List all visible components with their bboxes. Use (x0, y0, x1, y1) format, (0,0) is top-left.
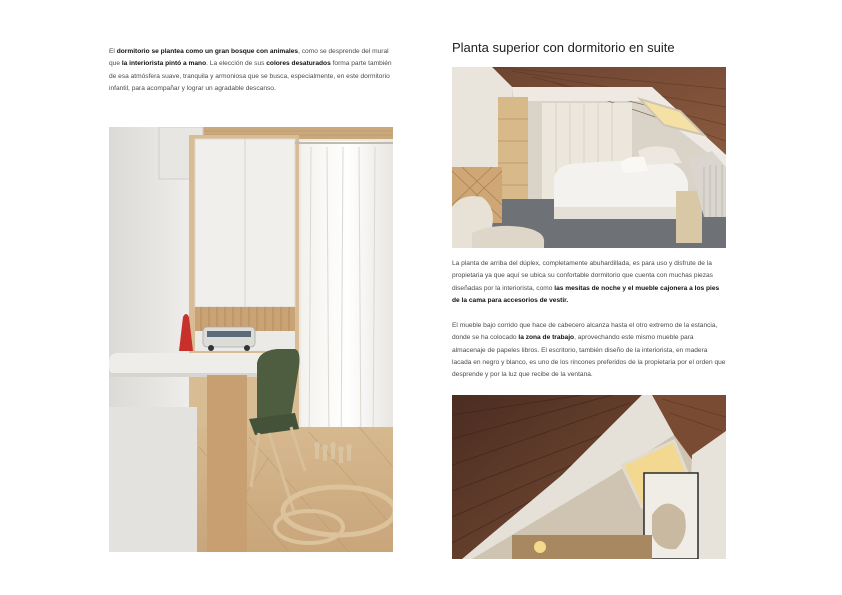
attic-bedroom-photo (452, 67, 726, 248)
upper-floor-paragraph: La planta de arriba del dúplex, completamente abuhardillada, es para uso y disfrute de la propietaria ya que aquí se ubica su confortable dormitorio que cuenta con muchas piezas diseñadas por la interiorista, como las mesitas de noche y el mueble cajonera a los pies de la cama para accesorios de vestir. (452, 260, 720, 304)
workspace-paragraph: El mueble bajo corrido que hace de cabecero alcanza hasta el otro extremo de la estancia, donde se ha colocado la zona de trabajo, aprovechando este mismo mueble para almacenaje de papeles libros. El escritorio, también diseño de la interiorista, en madera lacada en negro y blanco, es uno de los rincones preferidos de la propietaria por el orden que desprende y por la luz que recibe de la ventana. (452, 322, 726, 379)
intro-paragraph: El dormitorio se plantea como un gran bosque con animales, como se desprende del mural que la interiorista pintó a mano. La elección de sus colores desaturados forma parte también de esa atmósfera suave, tranquila y armoniosa que se busca, especialmente, en este dormitorio infantil, para acompañar y lograr un agradable descanso. (109, 48, 392, 92)
section-heading: Planta superior con dormitorio en suite (452, 40, 675, 55)
attic-skylight-photo (452, 395, 726, 559)
kids-bedroom-photo (109, 127, 393, 552)
